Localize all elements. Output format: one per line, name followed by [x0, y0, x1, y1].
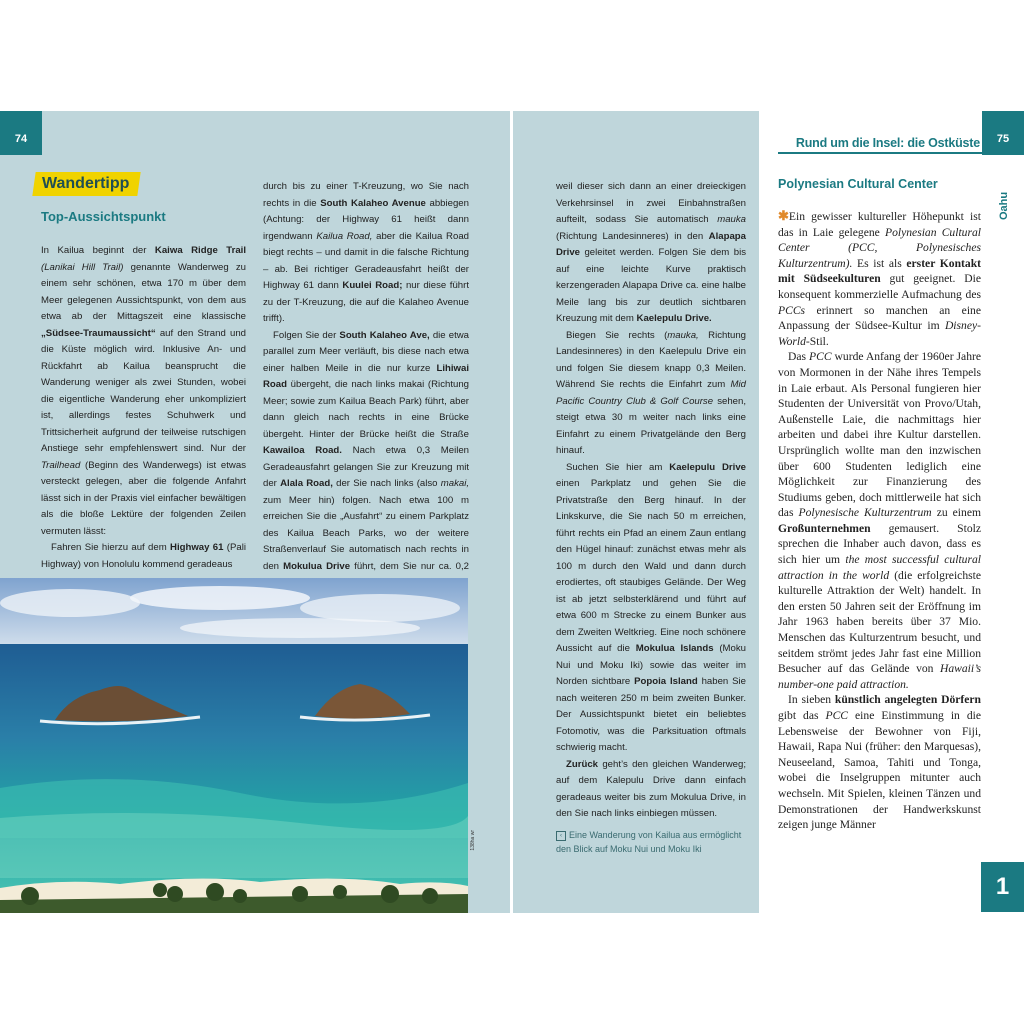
text-column-2 [263, 179, 469, 592]
paragraph: Suchen Sie hier am Kaelepulu Drive einen Parkplatz und gehen Sie die Privatstraße den Berg hinauf. In der Linkskurve, die Sie nach 50 m erreichen, führt rechts ein Pfad an einem Zaun entlang den Hügel hinauf: zunächst etwas mehr als 100 m durch den Wald und dann durch erodiertes, oft staubiges Gelände. Der Weg ist ab jetzt selbsterklärend und führt auf etwa 600 m Strecke zu einem Bunker aus dem Zweiten Weltkrieg. Eine noch schönere Aussicht auf die Mokulua Islands (Moku Nui und Moku Iki) sowie das weiter im Norden sichtbare Popoia Island haben Sie nach weiteren 250 m beim zweiten Bunker. Der Aussichtspunkt bietet ein beliebtes Fotomotiv, was die Parksituation oftmals schwierig macht. [556, 461, 746, 753]
paragraph: Das PCC wurde Anfang der 1960er Jahre von Mormonen in der Nähe ihres Tempels in Laie erbaut. Als Personal fungieren hier Studenten der Universität von Provo/Utah, Außenstelle Laie, die nachmittags hier arbeiten und dabei ihre Kultur darstellen. Ursprünglich wollte man den inzwischen über 600 Studenten lediglich eine Möglichkeit zur Finanzierung des Studiums geben, doch mittlerweile hat sich das Polynesische Kulturzentrum zu einem Großunternehmen gemausert. Stolz sprechen die Inhaber auch davon, dass es sich hier um the most successful cultural attraction in the world (die erfolgreichste kulturelle Attraktion der Welt) handelt. In den ersten 50 Jahren seit der Eröffnung im Jahr 1963 haben bereits über 37 Mio. Menschen das Kulturzentrum besucht, und seitdem strömt jedes Jahr fast eine Million Besucher auf das Gelände von Hawaii’s number-one paid attraction. [778, 350, 982, 691]
photo-ref-icon: ‹ [556, 831, 566, 841]
bold-term: Lihiwai Road [263, 362, 469, 390]
italic-term: Disney-World [778, 319, 981, 348]
photo-credit: 138ha wr [470, 830, 476, 851]
paragraph: In sieben künstlich angelegten Dörfern gibt das PCC eine Einstimmung in die Lebensweise der Bewohner von Fiji, Hawaii, Rapa Nui (früher: den Marquesas), Neuseeland, Samoa, Tahiti und Tonga, wobei die Inselgruppen mitunter auch wechseln. Mit Spielen, kleinen Tänzen und Demonstrationen der Handwerkskunst zeigen junge Männer [778, 693, 981, 832]
bold-term: Großunternehmen [778, 521, 871, 535]
bold-term: Highway 61 [170, 542, 224, 553]
paragraph: In Kailua beginnt der Kaiwa Ridge Trail (Lanikai Hill Trail) genannte Wanderweg zu einem sehr schönen, etwa 170 m über dem Meer gelegenen Aussichtspunkt, von dem aus etwa ab der Mittagszeit eine klassische „Südsee-Traumaussicht“ auf den Strand und die Küste möglich wird. Inklusive An- und Rückfahrt ab Kailua beansprucht die Wanderung weniger als zwei Stunden, wobei die eigentliche Wanderung eher unkompliziert ist, allerdings festes Schuhwerk und Trittsicherheit aufgrund der teilweise rutschigen Anstiege sehr empfehlenswert sind. Nur der Trailhead (Beginn des Wanderwegs) ist etwas versteckt gelegen, aber die folgende Anfahrt lässt sich in der Praxis viel einfacher bewältigen als die bloße Lektüre der folgenden Zeilen vermuten lässt: [41, 245, 246, 537]
bold-term: künstlich angelegten Dörfern [834, 693, 981, 707]
caption-text: Eine Wanderung von Kailua aus ermöglicht den Blick auf Moku Nui und Moku Iki [556, 830, 742, 854]
chapter-tab: 1 [981, 862, 1024, 912]
italic-term: the most successful cultural attraction in the world [778, 553, 981, 582]
italic-term: makai, [440, 478, 470, 489]
paragraph: Fahren Sie hierzu auf dem Highway 61 (Pali Highway) von Honolulu kommend geradeaus [41, 542, 246, 570]
box-title [32, 172, 141, 196]
bold-term: erster Kontakt mit Südseekulturen [778, 256, 982, 286]
text-column-1 [41, 243, 246, 573]
page-number-right: 75 [982, 111, 1024, 155]
bold-term: South Kalaheo Avenue [320, 197, 426, 209]
bold-term: Kawailoa Road. [263, 445, 342, 456]
bold-term: Kaelepulu Drive. [636, 313, 712, 324]
side-region-label: Oahu [998, 191, 1010, 221]
bold-term: Zurück [566, 758, 598, 770]
italic-term: Trailhead [41, 459, 81, 471]
lagoon-photo [0, 578, 468, 913]
bold-term: Popoia Island [634, 676, 698, 687]
italic-term: Polynesische Kulturzentrum [798, 506, 932, 520]
photo-caption [556, 828, 756, 856]
bold-term: Kaiwa Ridge Trail [154, 245, 246, 256]
paragraph: weil dieser sich dann an einer dreieckigen Verkehrsinsel in zwei Einbahnstraßen aufteilt, sodass Sie automatisch mauka (Richtung Landesinneres) in den Alapapa Drive geleitet werden. Folgen Sie dem bis auf eine leichte Kurve praktisch kerzengeraden Alapapa Drive ca. eine halbe Meile lang bis zur deutlich sichtbaren Kreuzung mit dem Kaelepulu Drive. [556, 181, 746, 324]
header-rule [778, 152, 982, 154]
paragraph: Zurück geht’s den gleichen Wanderweg; auf dem Kalepulu Drive dann einfach geradeaus weiter bis zum Mokulua Drive, in den Sie nach links einbiegen müssen. [556, 758, 746, 819]
italic-term: PCC [809, 350, 832, 364]
bold-term: South Kalaheo Ave, [339, 329, 430, 341]
italic-term: (Lanikai Hill Trail) [41, 261, 124, 273]
italic-term: mauka [717, 214, 746, 225]
bold-term: Alala Road, [280, 478, 333, 489]
bold-term: Kuulei Road; [342, 280, 403, 291]
italic-term: Mid Pacific Country Club & Golf Course [556, 379, 746, 407]
paragraph: ✱Ein gewisser kultureller Höhepunkt ist das in Laie gelegene Polynesian Cultural Center (PCC, Polynesisches Kulturzentrum). Es ist als erster Kontakt mit Südseekulturen gut geeignet. Die konsequent kommerzielle Aufmachung des PCCs erinnert so manchen an eine Anpassung der Südsee-Kultur im Disney-World-Stil. [778, 208, 982, 348]
italic-term: PCCs [778, 303, 806, 317]
italic-term: PCC [825, 709, 849, 722]
text-column-4 [778, 208, 981, 833]
paragraph: Biegen Sie rechts (mauka, Richtung Landesinneres) in den Kaelepulu Drive ein und folgen Sie diesem knapp 0,3 Meilen. Während Sie rechts die Einfahrt zum Mid Pacific Country Club & Golf Course sehen, steigt etwa 30 m weiter nach links eine Einfahrt zu einem Privatgelände den Berg hinauf. [556, 329, 746, 456]
sight-icon: ✱ [778, 208, 789, 223]
bold-term: Mokulua Islands [635, 643, 714, 654]
bold-term: Alapapa Drive [556, 230, 746, 258]
paragraph: durch bis zu einer T-Kreuzung, wo Sie nach rechts in die South Kalaheo Avenue abbiegen (Achtung: der Highway 61 heißt dann irgendwann Kailua Road, aber die Kailua Road biegt rechts – und damit in die falsche Richtung – ab. Bei richtiger Geradeausfahrt heißt der Highway 61 dann Kuulei Road; nur diese führt zu der T-Kreuzung, die auf die Kalaheo Avenue trifft). [263, 181, 469, 324]
italic-term: Kailua Road, [316, 230, 373, 242]
bold-term: „Südsee-Traumaussicht“ [41, 327, 156, 339]
text-column-3 [556, 179, 746, 823]
box-subheading: Top-Aussichtspunkt [41, 209, 166, 224]
italic-term: mauka, [667, 329, 699, 341]
italic-term: Hawaii’s number-one paid attraction. [778, 662, 981, 691]
paragraph: Folgen Sie der South Kalaheo Ave, die etwa parallel zum Meer verläuft, bis diese nach etwa einer halben Meile in die nur kurze Lihiwai Road übergeht, die nach links makai (Richtung Meer; sowie zum Kailua Beach Park) führt, aber dann gleich nach rechts in eine Brücke übergeht. Hinter der Brücke heißt die Straße Kawailoa Road. Nach etwa 0,3 Meilen Geradeausfahrt gelangen Sie zur Kreuzung mit der Alala Road, der Sie nach links (also makai, zum Meer hin) folgen. Nach etwa 100 m erreichen Sie die „Ausfahrt“ zu einem Parkplatz des Kailua Beach Parks, wo der weitere Straßenverlauf Sie automatisch nach rechts in den Mokulua Drive führt, dem Sie nur ca. 0,2 [263, 329, 470, 572]
section-heading: Polynesian Cultural Center [778, 177, 938, 191]
box-title-text: Wandertipp [42, 175, 130, 192]
running-header: Rund um die Insel: die Ostküste [795, 136, 980, 150]
page-number-left: 74 [0, 111, 42, 155]
bold-term: Kaelepulu Drive [669, 461, 746, 473]
italic-term: Polynesian Cultural Center (PCC, Polynesisches Kulturzentrum). [778, 225, 981, 270]
bold-term: Mokulua Drive [283, 560, 351, 572]
